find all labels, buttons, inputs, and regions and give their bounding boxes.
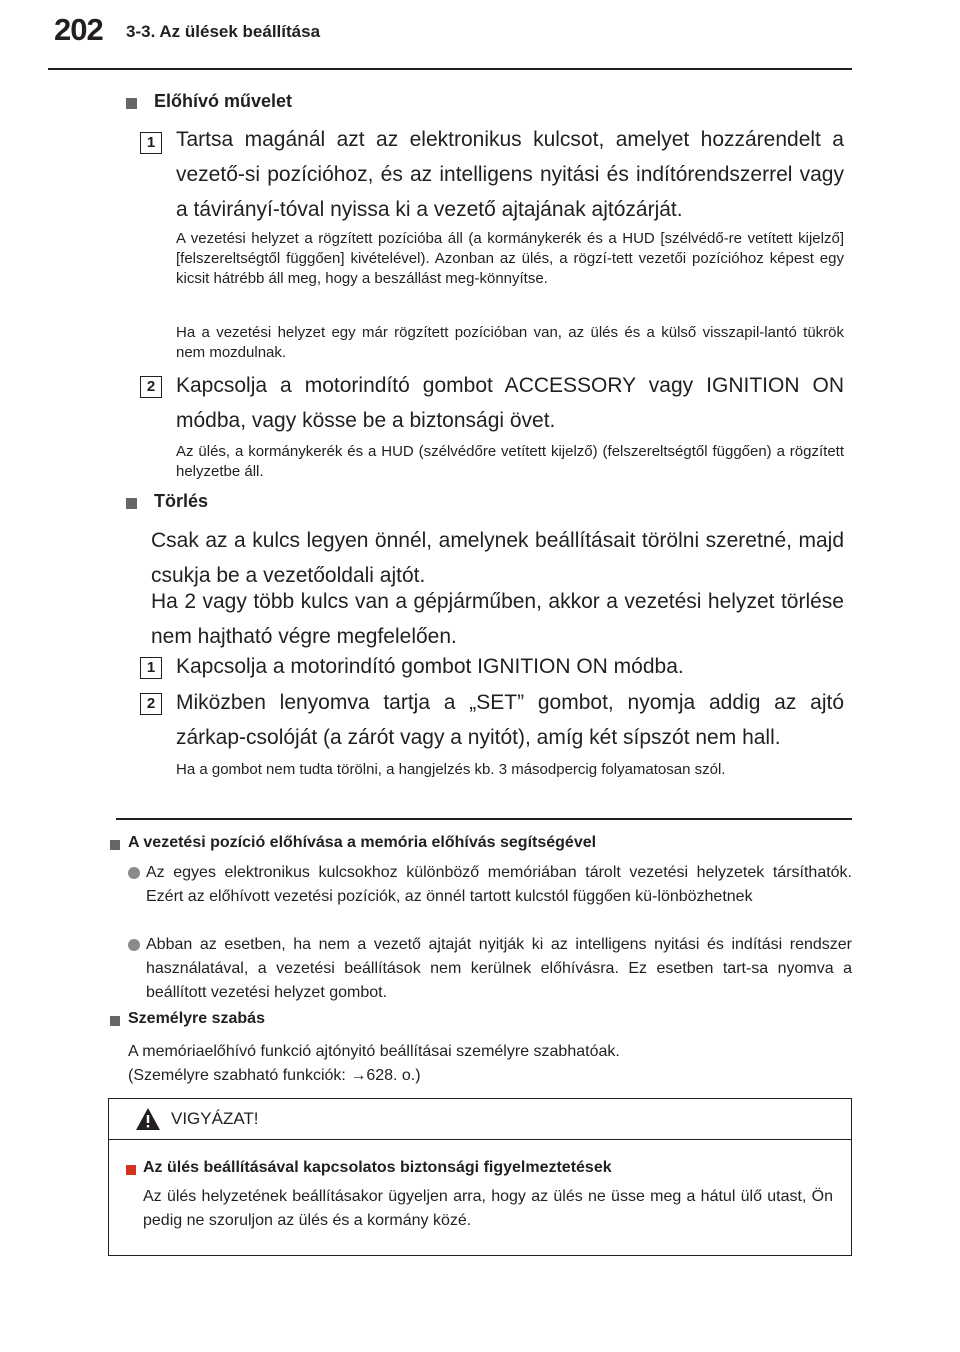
warning-triangle-icon bbox=[135, 1107, 161, 1131]
info-square-icon bbox=[110, 1016, 120, 1026]
info-heading-recall: A vezetési pozíció előhívása a memória előhívás segítségével bbox=[128, 834, 597, 851]
delete-step2-text: Miközben lenyomva tartja a „SET” gombot, nyomja addig az ajtó zárkap-csolóját (a zárót vagy a nyitót), amíg két sípszót nem hall. bbox=[176, 691, 844, 749]
info-heading-customize: Személyre szabás bbox=[128, 1010, 265, 1027]
recall-step1-note1: A vezetési helyzet a rögzített pozícióba áll (a kormánykerék és a HUD [szélvédő-re vetített kijelző] [felszereltségtől függően] kivételével). Azonban az ülés, a rögzí-tett vezetői pozícióhoz képest egy kicsit hátrébb áll meg, hogy a beszállást meg-könnyítse. bbox=[176, 230, 844, 287]
heading-square-icon bbox=[126, 98, 137, 109]
delete-step2-note: Ha a gombot nem tudta törölni, a hangjelzés kb. 3 másodpercig folyamatosan szól. bbox=[176, 761, 726, 778]
recall-step1-text: Tartsa magánál azt az elektronikus kulcsot, amelyet hozzárendelt a vezető-si pozícióhoz, és az intelligens nyitási és indítórendszerrel vagy a távirányí-tóval nyissa ki a vezető ajtajának ajtózárját. bbox=[176, 128, 844, 221]
customize-line-2: (Személyre szabható funkciók: →628. o.) bbox=[128, 1067, 421, 1084]
delete-paragraph-1: Csak az a kulcs legyen önnél, amelynek beállításait törölni szeretné, majd csukja be a vezetőoldali ajtót. bbox=[151, 529, 844, 587]
section-title: 3-3. Az ülések beállítása bbox=[126, 22, 321, 41]
info-square-icon bbox=[110, 840, 120, 850]
info-bullet-1: Az egyes elektronikus kulcsokhoz különböző memóriában tárolt vezetési helyzetek társíthatók. Ezért az előhívott vezetési pozíciók, az önnél tartott kulcstól függően kü-lönbözhetnek bbox=[146, 864, 852, 905]
step-number-box: 1 bbox=[140, 132, 162, 154]
caution-text: Az ülés helyzetének beállításakor ügyeljen arra, hogy az ülés ne üsse meg a hátul ülő utast, Ön pedig ne szoruljon az ülés és a kormány közé. bbox=[143, 1188, 833, 1229]
page-number: 202 bbox=[54, 12, 103, 47]
caution-square-icon bbox=[126, 1165, 136, 1175]
bullet-icon bbox=[128, 867, 140, 879]
info-bullet-2: Abban az esetben, ha nem a vezető ajtaját nyitják ki az intelligens nyitási és indítási rendszer használatával, a vezetési beállítások nem kerülnek előhívásra. Ez esetben tart-sa nyomva a beállított vezetési helyzet gombot. bbox=[146, 936, 852, 1001]
header-divider bbox=[48, 68, 852, 70]
recall-step1-note2: Ha a vezetési helyzet egy már rögzített pozícióban van, az ülés és a külső visszapil-lantó tükrök nem mozdulnak. bbox=[176, 324, 844, 361]
recall-step2-text: Kapcsolja a motorindító gombot ACCESSORY vagy IGNITION ON módba, vagy kösse be a biztonsági övet. bbox=[176, 374, 844, 432]
heading-square-icon bbox=[126, 498, 137, 509]
step-number-box: 2 bbox=[140, 693, 162, 715]
customize-line-1: A memóriaelőhívó funkció ajtónyitó beállításai személyre szabhatóak. bbox=[128, 1043, 620, 1060]
caution-header bbox=[109, 1099, 851, 1140]
caution-heading: Az ülés beállításával kapcsolatos biztonsági figyelmeztetések bbox=[143, 1159, 612, 1176]
recall-heading: Előhívó művelet bbox=[154, 91, 293, 111]
delete-step1-text: Kapcsolja a motorindító gombot IGNITION ON módba. bbox=[176, 655, 684, 678]
caution-box bbox=[108, 1098, 852, 1256]
step-number-box: 2 bbox=[140, 376, 162, 398]
delete-paragraph-2: Ha 2 vagy több kulcs van a gépjárműben, akkor a vezetési helyzet törlése nem hajtható végre megfelelően. bbox=[151, 590, 844, 648]
delete-heading: Törlés bbox=[154, 491, 209, 511]
recall-step2-note: Az ülés, a kormánykerék és a HUD (szélvédőre vetített kijelző) (felszereltségtől függően) a rögzített helyzetbe áll. bbox=[176, 443, 844, 480]
caution-title: VIGYÁZAT! bbox=[171, 1109, 259, 1128]
section-divider bbox=[116, 818, 852, 820]
step-number-box: 1 bbox=[140, 657, 162, 679]
customize-text bbox=[128, 1040, 852, 1088]
bullet-icon bbox=[128, 939, 140, 951]
